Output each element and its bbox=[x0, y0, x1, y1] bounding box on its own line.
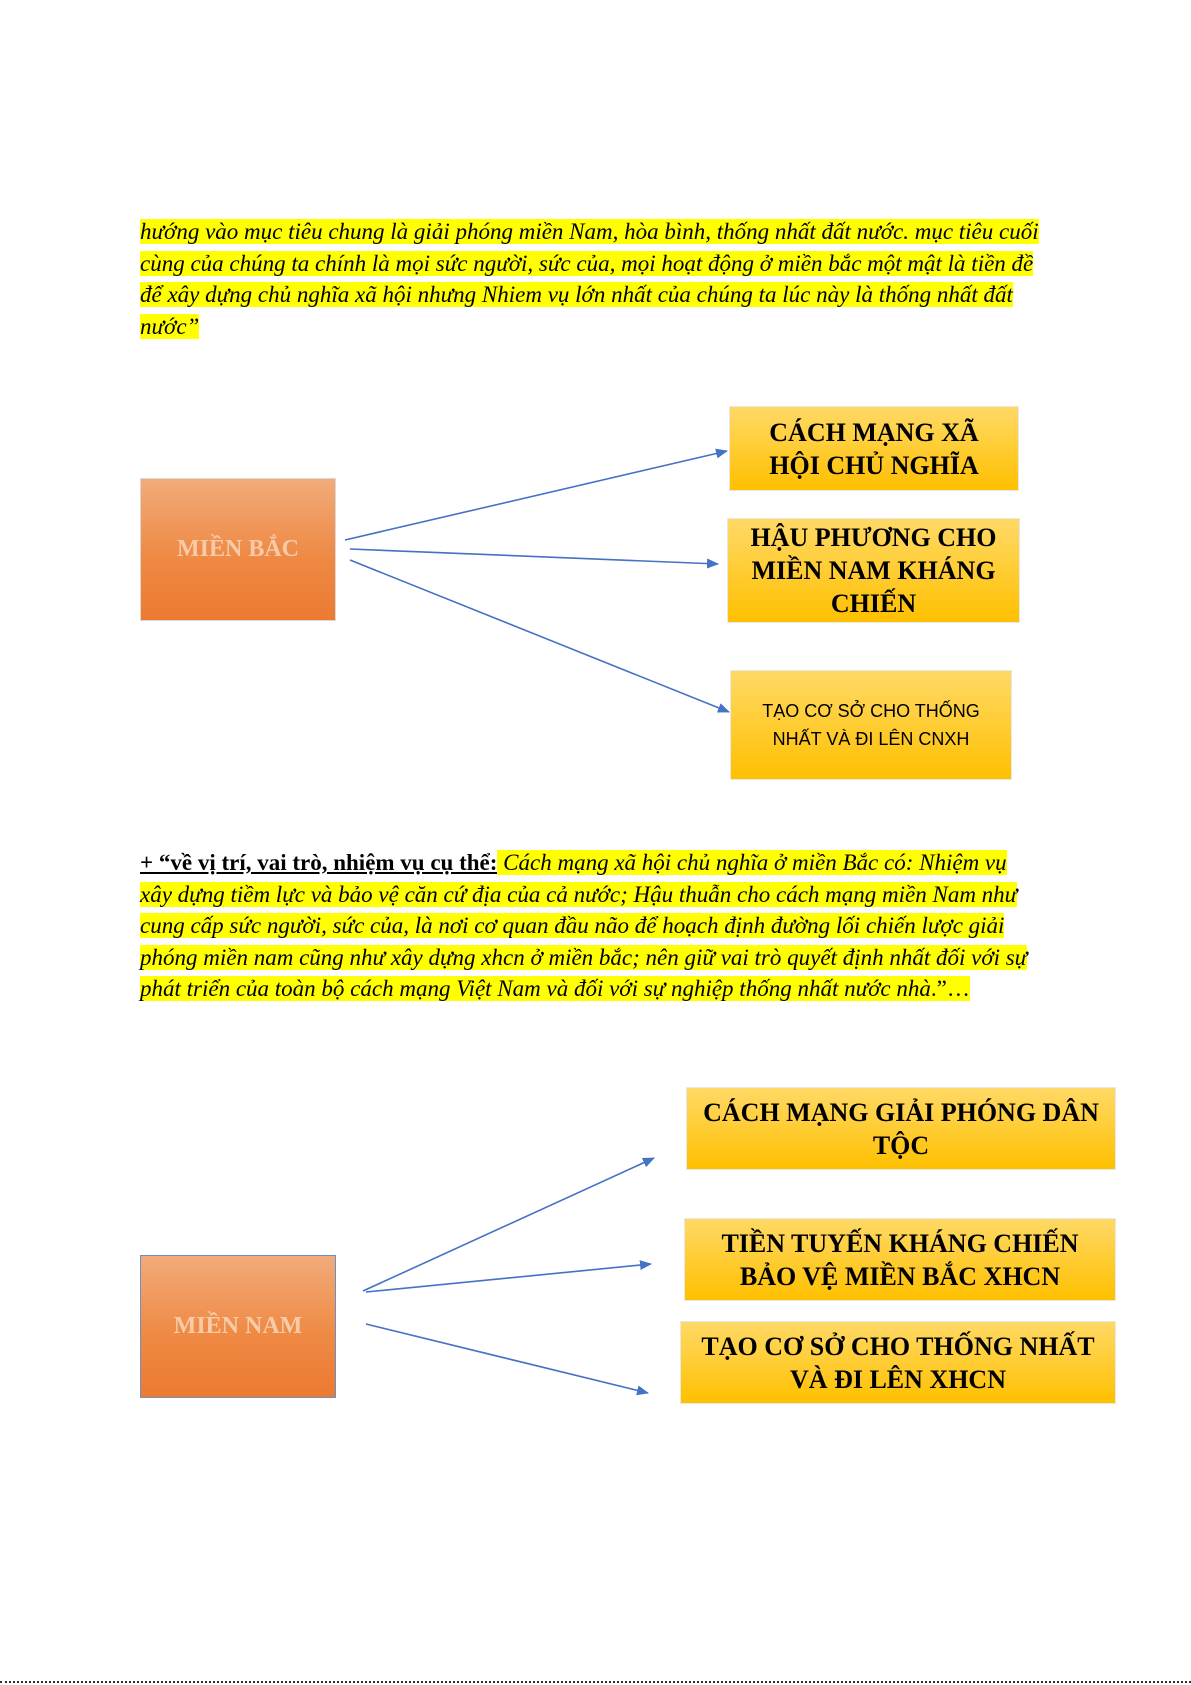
target-label: HẬU PHƯƠNG CHO MIỀN NAM KHÁNG CHIẾN bbox=[750, 523, 997, 618]
quote-tail: .”… bbox=[930, 976, 970, 1001]
arrow-mien-nam-to-tao-co-so bbox=[366, 1324, 648, 1393]
target-label: TẠO CƠ SỞ CHO THỐNG NHẤT VÀ ĐI LÊN XHCN bbox=[701, 1331, 1095, 1394]
target-label: TIỀN TUYẾN KHÁNG CHIẾN BẢO VỆ MIỀN BẮC XHCN bbox=[721, 1228, 1079, 1291]
target-label: CÁCH MẠNG GIẢI PHÓNG DÂN TỘC bbox=[703, 1097, 1099, 1160]
arrow-mien-nam-to-giai-phong bbox=[363, 1158, 654, 1291]
quote-text-1: hướng vào mục tiêu chung là giải phóng miền Nam, hòa bình, thống nhất đất nước. mục tiêu cuối cùng của chúng ta chính là mọi sức người, sức của, mọi hoạt động ở miền bắc một mật là tiền đề để xây dựng chủ nghĩa xã hội nhưng Nhiem vụ lớn nhất của chúng ta lúc này là thống nhất đất nước” bbox=[140, 219, 1039, 339]
target-label: TẠO CƠ SỞ CHO THỐNG NHẤT VÀ ĐI LÊN CNXH bbox=[762, 701, 980, 749]
source-box-mien-bac: MIỀN BẮC bbox=[140, 478, 336, 621]
arrow-mien-nam-to-tien-tuyen bbox=[366, 1264, 651, 1292]
source-box-mien-nam: MIỀN NAM bbox=[140, 1255, 336, 1398]
arrow-mien-bac-to-tao-co-so bbox=[350, 560, 729, 712]
quote-lead: + “về vị trí, vai trò, nhiệm vụ cụ thể: bbox=[140, 850, 498, 875]
target-label: CÁCH MẠNG XÃ HỘI CHỦ NGHĨA bbox=[769, 417, 979, 480]
quote-text-2: Cách mạng xã hội chủ nghĩa ở miền Bắc có: Nhiệm vụ xây dựng tiềm lực và bảo vệ căn cứ địa của cả nước; Hậu thuẫn cho cách mạng miền Nam như cung cấp sức người, sức của, là nơi cơ quan đầu não để hoạch định đường lối chiến lược giải phóng miền nam cũng như xây dựng xhcn ở miền bắc; nên giữ vai trò quyết định nhất đối với sự phát triển của toàn bộ cách mạng Việt Nam và đối với sự nghiệp thống nhất nước nhà bbox=[140, 850, 1028, 1001]
page-bottom-divider bbox=[0, 1681, 1191, 1683]
arrow-mien-bac-to-hau-phuong bbox=[350, 549, 718, 564]
arrow-mien-bac-to-xhcn bbox=[345, 451, 727, 540]
